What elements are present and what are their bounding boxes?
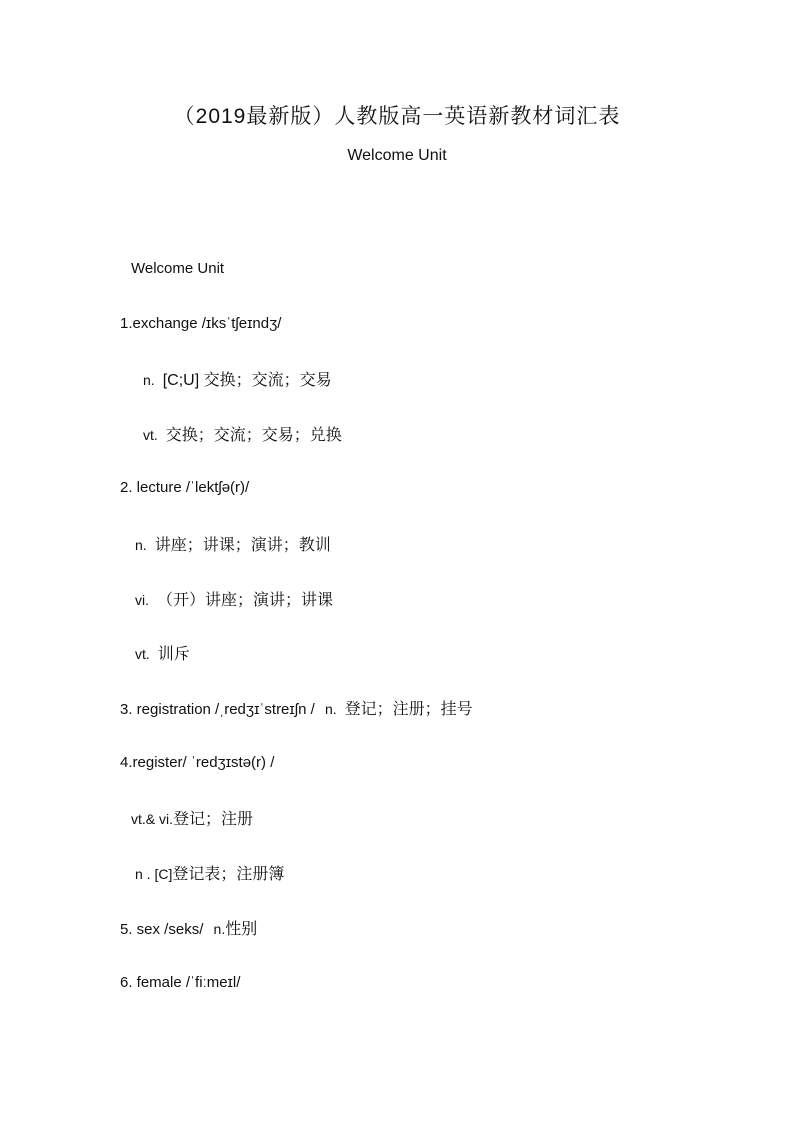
sense-meaning: [C;U] 交换；交流；交易 (162, 372, 332, 389)
sense-meaning: 登记表；注册簿 (172, 866, 285, 883)
headword-text: 2. lecture /ˈlektʃə(r)/ (120, 479, 250, 496)
sense-meaning: 性别 (225, 921, 258, 938)
part-of-speech: vt. (143, 427, 158, 443)
entry-headword (120, 698, 473, 721)
entry-sense (143, 424, 342, 447)
entry-sense (135, 643, 190, 666)
sense-meaning: 交换；交流；交易；兑换 (165, 427, 342, 444)
document-subtitle: Welcome Unit (347, 147, 447, 164)
entry-sense (135, 534, 331, 557)
entry-sense (131, 808, 253, 831)
part-of-speech: n. (143, 372, 155, 388)
headword-text: 5. sex /seks/ (120, 921, 204, 938)
part-of-speech: n . [C] (135, 866, 173, 882)
part-of-speech: vt.& vi. (131, 811, 174, 827)
headword-text: 6. female /ˈfiːmeɪl/ (120, 974, 241, 991)
part-of-speech: n. (135, 537, 147, 553)
entry-headword (120, 313, 281, 335)
entry-sense (135, 863, 284, 886)
headword-text: 3. registration /ˌredʒɪˈstreɪʃn / (120, 701, 315, 718)
headword-text: 1.exchange /ɪksˈtʃeɪndʒ/ (120, 315, 282, 332)
sense-meaning: 训斥 (157, 646, 190, 663)
entry-headword (120, 477, 249, 499)
section-heading-text: Welcome Unit (131, 260, 225, 277)
sense-meaning: （开）讲座；演讲；讲课 (157, 592, 334, 609)
sense-meaning: 讲座；讲课；演讲；教训 (154, 537, 331, 554)
part-of-speech: vi. (135, 592, 149, 608)
document-title: （2019最新版）人教版高一英语新教材词汇表 (173, 105, 621, 128)
part-of-speech: vt. (135, 646, 150, 662)
part-of-speech: n. (324, 701, 337, 717)
entry-sense (143, 369, 332, 392)
entry-headword (120, 972, 240, 994)
part-of-speech: n. (213, 921, 226, 937)
sense-meaning: 登记；注册 (173, 811, 254, 828)
entry-headword (120, 752, 274, 774)
section-heading (131, 258, 224, 280)
sense-meaning: 登记；注册；挂号 (344, 701, 473, 718)
entry-sense (135, 589, 333, 612)
entry-headword (120, 918, 257, 941)
headword-text: 4.register/ ˈredʒɪstə(r) / (120, 754, 275, 771)
